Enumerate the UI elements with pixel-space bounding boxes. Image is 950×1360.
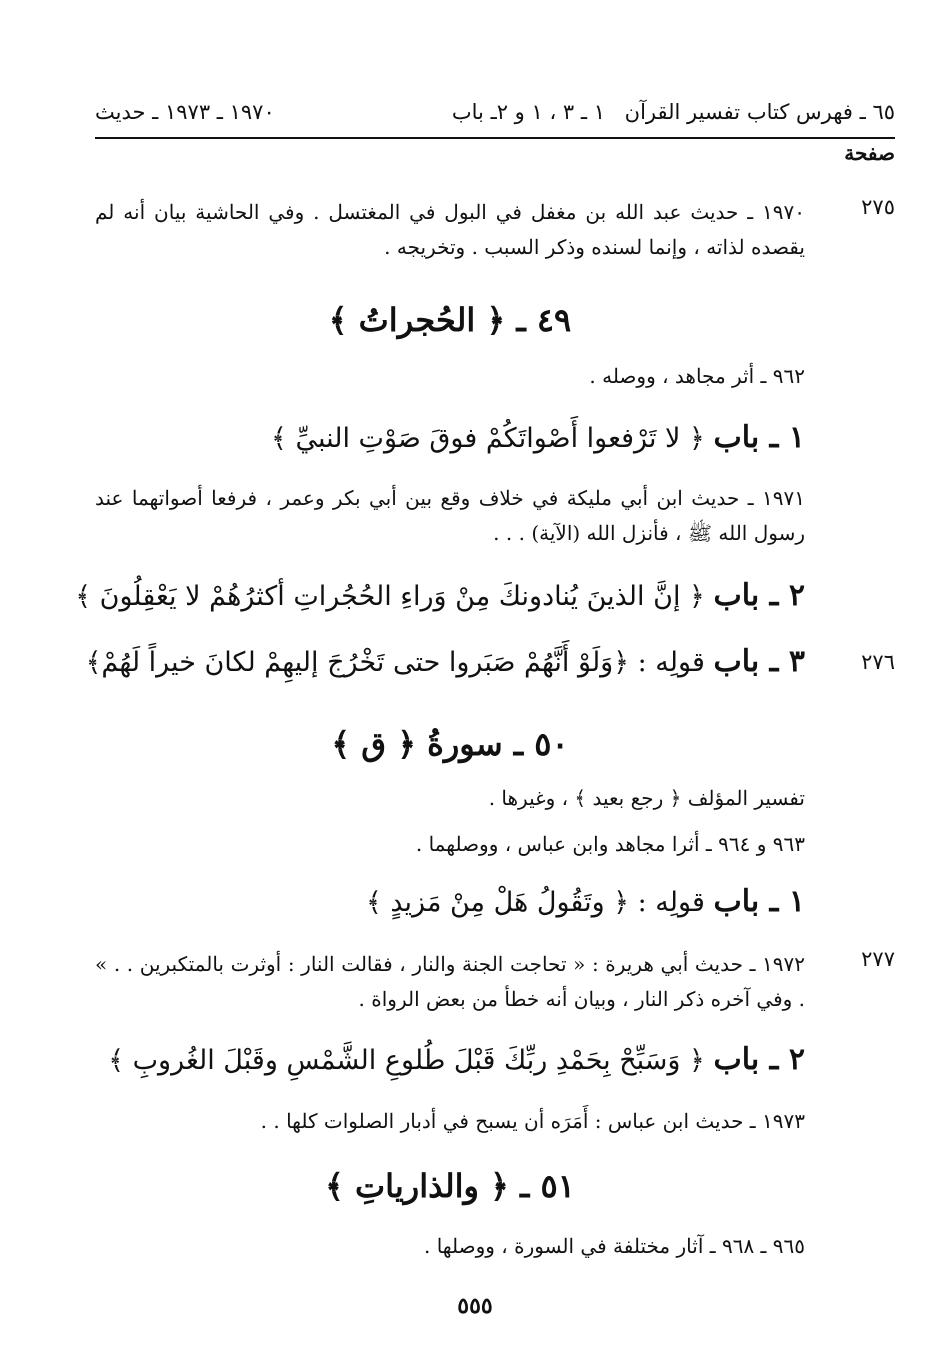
page-ref-275: ٢٧٥ bbox=[861, 195, 895, 219]
surah-51-title: ٥١ ـ ﴿ والذارياتِ ﴾ bbox=[325, 1167, 575, 1205]
athar-965-968: ٩٦٥ ـ ٩٦٨ ـ آثار مختلفة في السورة ، ووصلها . bbox=[424, 1234, 805, 1258]
bab-50-1-heading bbox=[95, 882, 805, 923]
bab-label: ٢ ـ باب bbox=[713, 578, 805, 613]
entry-1971: ١٩٧١ ـ حديث ابن أبي مليكة في خلاف وقع بين أبي بكر وعمر ، فرفعا أصواتهما عند رسول الله ﷺ ، فأنزل الله (الآية) . . . bbox=[95, 486, 805, 545]
bab-verse: ﴿ لا تَرْفعوا أَصْواتَكُمْ فوقَ صَوْتِ النبيِّ ﴾ bbox=[271, 423, 705, 454]
bab-2-heading bbox=[75, 576, 805, 617]
header-chapter-range: ١ ـ ٣ ، ١ و ٢ـ باب bbox=[451, 100, 605, 124]
bab-verse: ﴿ وَسَبِّحْ بِحَمْدِ ربِّكَ قَبْلَ طُلوعِ الشَّمْسِ وقَبْلَ الغُروبِ ﴾ bbox=[108, 1045, 705, 1076]
bab-label: ٢ ـ باب bbox=[713, 1042, 805, 1077]
bab-verse: قولِه : ﴿ وتَقُولُ هَلْ مِنْ مَزيدٍ ﴾ bbox=[365, 887, 705, 918]
header-book-title: ٦٥ ـ فهرس كتاب تفسير القرآن bbox=[624, 100, 895, 124]
running-header bbox=[95, 100, 895, 132]
header-hadith-range: ١٩٧٠ ـ ١٩٧٣ ـ حديث bbox=[95, 100, 275, 124]
page-ref-276: ٢٧٦ bbox=[861, 650, 895, 674]
entry-1972: ١٩٧٢ ـ حديث أبي هريرة : « تحاجت الجنة والنار ، فقالت النار : أوثرت بالمتكبرين . . » . وفي آخره ذكر النار ، وبيان أنه خطأ من بعض الرواة . bbox=[95, 952, 805, 1011]
athar-962: ٩٦٢ ـ أثر مجاهد ، ووصله . bbox=[589, 364, 805, 388]
entry-1973: ١٩٧٣ ـ حديث ابن عباس : أَمَرَه أن يسبح في أدبار الصلوات كلها . . bbox=[260, 1109, 805, 1133]
bab-3-heading bbox=[85, 642, 805, 683]
author-tafsir: تفسير المؤلف ﴿ رجع بعيد ﴾ ، وغيرها . bbox=[488, 786, 805, 810]
bab-label: ١ ـ باب bbox=[713, 420, 805, 455]
page-ref-277: ٢٧٧ bbox=[861, 947, 895, 971]
bab-50-2-heading bbox=[95, 1040, 805, 1081]
bab-1-heading bbox=[95, 418, 805, 459]
athar-963-964: ٩٦٣ و ٩٦٤ ـ أثرا مجاهد وابن عباس ، ووصلهما . bbox=[415, 832, 805, 856]
surah-49-title: ٤٩ ـ ﴿ الحُجراتُ ﴾ bbox=[328, 301, 572, 339]
entry-1970: ١٩٧٠ ـ حديث عبد الله بن مغفل في البول في المغتسل . وفي الحاشية بيان أنه لم يقصده لذاته ، وإنما لسنده وذكر السبب . وتخريجه . bbox=[95, 200, 805, 259]
header-rule bbox=[95, 137, 895, 139]
page-column-label: صفحة bbox=[844, 141, 895, 165]
page-number: ٥٥٥ bbox=[457, 1293, 493, 1319]
bab-label: ٣ ـ باب bbox=[713, 644, 805, 679]
bab-label: ١ ـ باب bbox=[713, 884, 805, 919]
bab-verse: قولِه : ﴿وَلَوْ أَنَّهُمْ صَبَروا حتى تَخْرُجَ إليهِمْ لكانَ خيراً لَهُمْ﴾ bbox=[85, 647, 705, 678]
surah-50-title: ٥٠ ـ سورةُ ﴿ ق ﴾ bbox=[331, 725, 569, 763]
bab-verse: ﴿ إنَّ الذينَ يُنادونكَ مِنْ وَراءِ الحُجُراتِ أكثرُهُمْ لا يَعْقِلُونَ ﴾ bbox=[75, 581, 705, 612]
